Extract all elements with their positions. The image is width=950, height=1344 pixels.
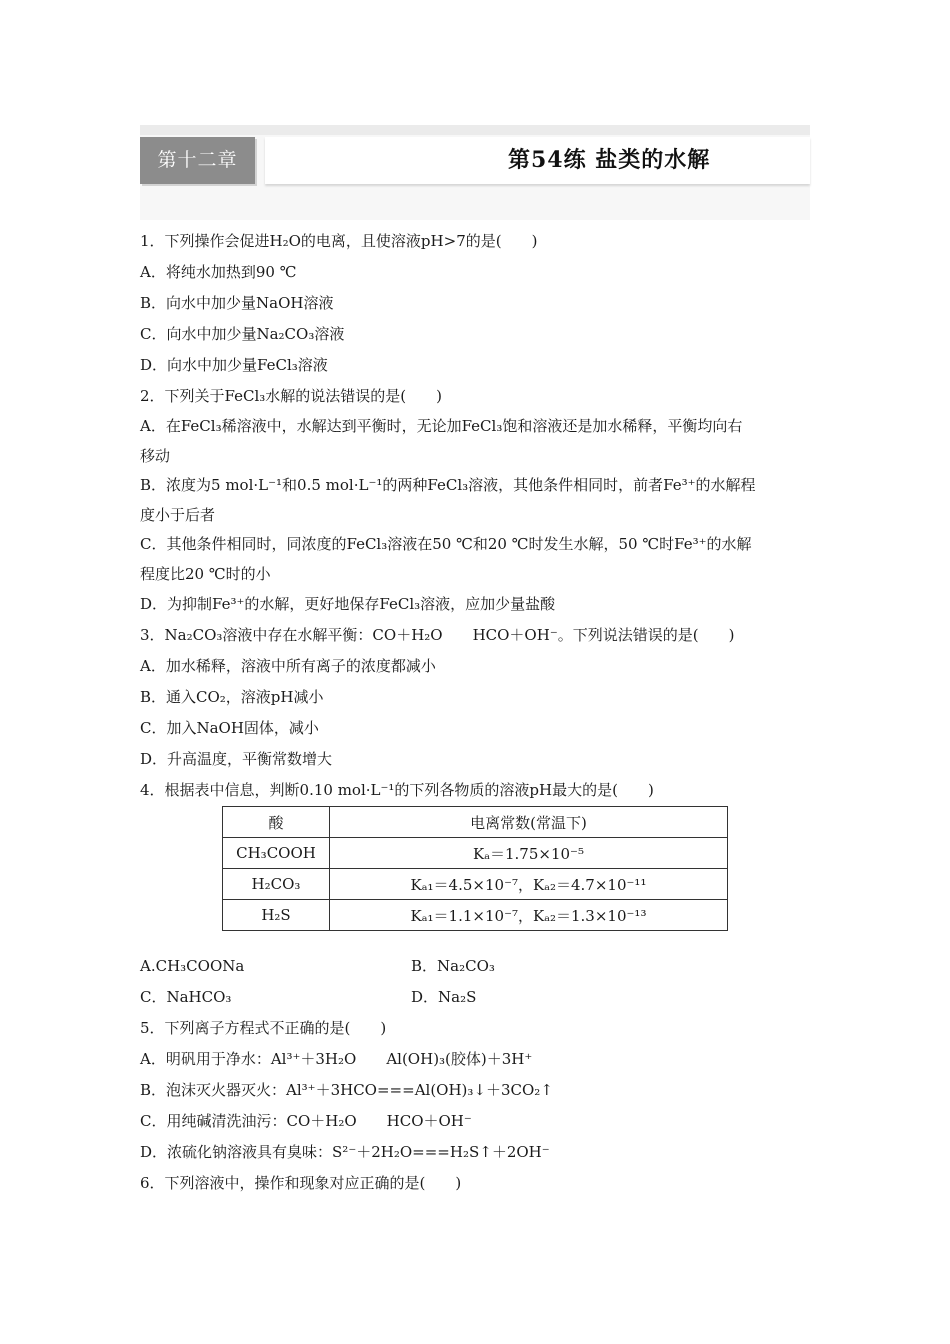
question-stem: 2．下列关于FeCl₃水解的说法错误的是( ) bbox=[140, 387, 443, 405]
table-cell: H₂CO₃ bbox=[223, 869, 330, 900]
option: C．向水中加少量Na₂CO₃溶液 bbox=[140, 325, 345, 343]
table-cell: H₂S bbox=[223, 900, 330, 931]
chapter-label: 第十二章 bbox=[140, 137, 255, 184]
option: D．升高温度，平衡常数增大 bbox=[140, 750, 333, 768]
table-cell: Kₐ＝1.75×10⁻⁵ bbox=[330, 838, 728, 869]
spacer bbox=[140, 931, 812, 951]
table-row bbox=[223, 869, 728, 900]
option: C．加入NaOH固体，减小 bbox=[140, 719, 319, 737]
table-cell: Kₐ₁＝1.1×10⁻⁷，Kₐ₂＝1.3×10⁻¹³ bbox=[330, 900, 728, 931]
option: D．向水中加少量FeCl₃溶液 bbox=[140, 356, 328, 374]
option: B．浓度为5 mol·L⁻¹和0.5 mol·L⁻¹的两种FeCl₃溶液，其他条件相同时，前者Fe³⁺的水解程 bbox=[140, 476, 756, 494]
question-stem: 6．下列溶液中，操作和现象对应正确的是( ) bbox=[140, 1174, 462, 1192]
question-stem: 3．Na₂CO₃溶液中存在水解平衡：CO＋H₂O HCO＋OH⁻。下列说法错误的是( ) bbox=[140, 626, 735, 644]
table-row bbox=[223, 900, 728, 931]
question-list bbox=[140, 226, 812, 1199]
option: B．Na₂CO₃ bbox=[411, 957, 495, 975]
option: D．为抑制Fe³⁺的水解，更好地保存FeCl₃溶液，应加少量盐酸 bbox=[140, 595, 556, 613]
option: B．向水中加少量NaOH溶液 bbox=[140, 294, 334, 312]
option: A.CH₃COONa bbox=[140, 957, 245, 975]
page-title: 第54练 盐类的水解 bbox=[508, 147, 711, 173]
option-pair bbox=[140, 982, 812, 1013]
question-stem: 5．下列离子方程式不正确的是( ) bbox=[140, 1019, 387, 1037]
table-cell: Kₐ₁＝4.5×10⁻⁷，Kₐ₂＝4.7×10⁻¹¹ bbox=[330, 869, 728, 900]
option: A．加水稀释，溶液中所有离子的浓度都减小 bbox=[140, 657, 436, 675]
table-header: 电离常数(常温下) bbox=[330, 807, 728, 838]
option-continuation: 程度比20 ℃时的小 bbox=[140, 565, 271, 583]
option: B．泡沫灭火器灭火：Al³⁺＋3HCO===Al(OH)₃↓＋3CO₂↑ bbox=[140, 1081, 553, 1099]
option: D．浓硫化钠溶液具有臭味：S²⁻＋2H₂O===H₂S↑＋2OH⁻ bbox=[140, 1143, 550, 1161]
option: C．用纯碱清洗油污：CO＋H₂O HCO＋OH⁻ bbox=[140, 1112, 472, 1130]
question-stem: 1．下列操作会促进H₂O的电离，且使溶液pH>7的是( ) bbox=[140, 232, 538, 250]
option: A．在FeCl₃稀溶液中，水解达到平衡时，无论加FeCl₃饱和溶液还是加水稀释，平衡均向右 bbox=[140, 417, 743, 435]
title-bar bbox=[265, 137, 810, 184]
page-header bbox=[140, 125, 810, 220]
option: B．通入CO₂，溶液pH减小 bbox=[140, 688, 324, 706]
table-cell: CH₃COOH bbox=[223, 838, 330, 869]
table-header-row bbox=[223, 807, 728, 838]
table-header: 酸 bbox=[223, 807, 330, 838]
option-continuation: 移动 bbox=[140, 447, 171, 465]
option-pair bbox=[140, 951, 812, 982]
question-stem: 4．根据表中信息，判断0.10 mol·L⁻¹的下列各物质的溶液pH最大的是( ) bbox=[140, 781, 654, 799]
option: C．其他条件相同时，同浓度的FeCl₃溶液在50 ℃和20 ℃时发生水解，50 ℃时Fe³⁺的水解 bbox=[140, 535, 752, 553]
option: C．NaHCO₃ bbox=[140, 988, 232, 1006]
ionization-constant-table bbox=[222, 806, 728, 931]
table-row bbox=[223, 838, 728, 869]
option: A．将纯水加热到90 ℃ bbox=[140, 263, 297, 281]
option-continuation: 度小于后者 bbox=[140, 506, 216, 524]
option: A．明矾用于净水：Al³⁺＋3H₂O Al(OH)₃(胶体)＋3H⁺ bbox=[140, 1050, 533, 1068]
option: D．Na₂S bbox=[411, 988, 477, 1006]
